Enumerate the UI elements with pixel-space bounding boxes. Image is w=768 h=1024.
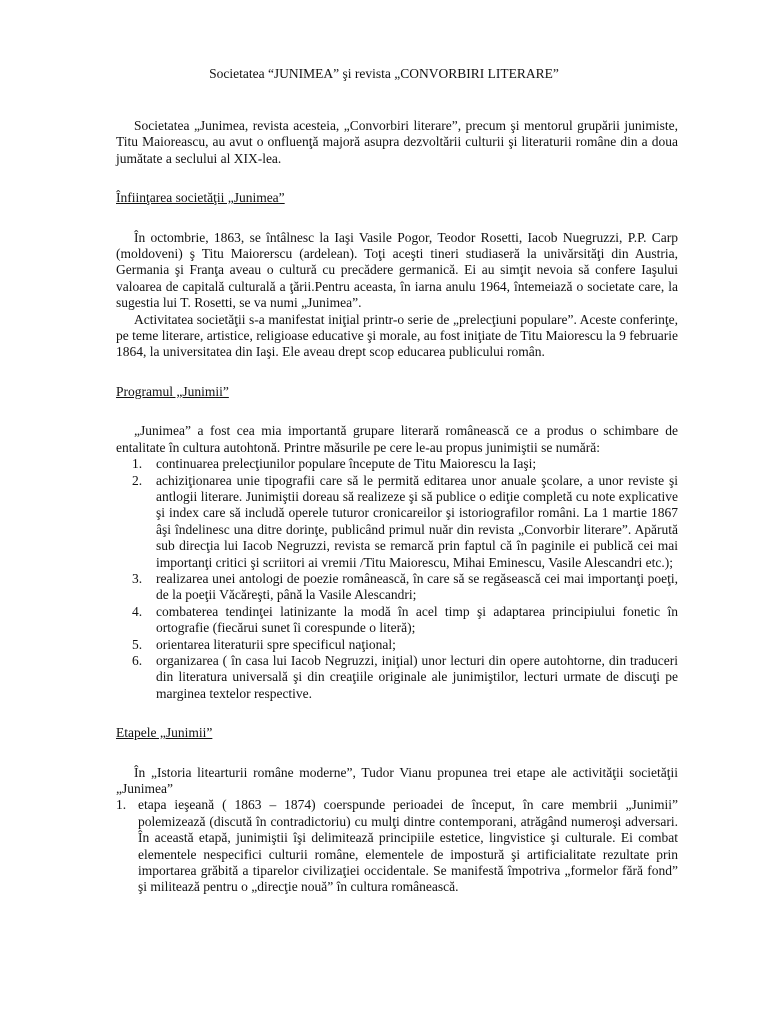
list-item: 6. organizarea ( în casa lui Iacob Negruzzi, iniţial) unor lecturi din opere autohtorne, din traduceri din literatura universală şi din creaţiile originale ale junimiştilor, lecturi urmate de discuţi pe marginea textelor respective. <box>132 652 678 701</box>
section-heading-stages: Etapele „Junimii” <box>116 725 213 741</box>
list-item: 4. combaterea tendinţei latinizante la modă în acel timp şi adaptarea principiului fonetic în ortografie (fiecărui sunet îi corespunde o literă); <box>132 603 678 636</box>
program-paragraph: „Junimea” a fost cea mia importantă grupare literară românească ce a produs o schimbare de entalitate în cultura autohtonă. Printre măsurile pe cere le-au propus junimiştii se numără: <box>116 423 678 455</box>
list-item: 5. orientarea literaturii spre specificul naţional; <box>132 636 396 652</box>
founding-paragraph-1: În octombrie, 1863, se întâlnesc la Iaşi Vasile Pogor, Teodor Rosetti, Iacob Nuegruzzi, P.P. Carp (moldoveni) ş Titu Maiorerscu (ardelean). Toţi aceşti tineri studiaseră la univărsităţi din Austria, Germania şi Franţa aveau o cultură cu precădere germanică. Ei au simţit nevoia să confere Iaşului valoarea de capitală culturală a ţării.Pentru aceasta, în iarna anulu 1964, întemeiază o societate care, la sugestia lui T. Rosetti, se va numi „Junimea”. <box>116 229 678 311</box>
stages-list <box>116 797 678 895</box>
list-item: 2. achiziţionarea unie tipografii care să le permită editarea unor anuale şcolare, a unor reviste şi antlogii literare. Junimiştii doreau să realizeze şi să publice o ediţie completă cu note explicative şi index care să includă operele tuturor cronicareilor şi istoriografilor români. La 1 martie 1867 âşi îndelinesc una ditre dorinţe, publicând primul nuăr din revista „Convorbir literare”. Apărută sub direcţia lui Iacob Negruzzi, revista se remarcă prin faptul că în paginile ei publică cei mai importanţi critici şi scriitori ai vremii /Titu Maiorescu, Mihai Eminescu, Vasile Alescandri etc.); <box>132 472 678 570</box>
list-item: 3. realizarea unei antologi de poezie românească, în care să se regăsească cei mai importanţi poeţi, de la poeţii Văcăreşti, până la Vasile Alescandri; <box>132 570 678 603</box>
section-heading-program: Programul „Junimii” <box>116 383 229 399</box>
document-body <box>116 118 678 896</box>
list-item: 1. continuarea prelecţiunilor populare începute de Titu Maiorescu la Iaşi; <box>132 456 537 472</box>
program-list <box>116 456 678 702</box>
document-title: Societatea “JUNIMEA” şi revista „CONVORBIRI LITERARE” <box>209 66 559 81</box>
founding-paragraph-2: Activitatea societăţii s-a manifestat iniţial printr-o serie de „prelecţiuni populare”. Aceste conferinţe, pe teme literare, artistice, religioase educative şi morale, au fost iniţiate de Titu Maiorescu la 9 februarie 1864, la universitatea din Iaşi. Ele aveau drept scop educarea publicului român. <box>116 311 678 360</box>
stages-paragraph: În „Istoria litearturii române moderne”, Tudor Vianu propunea trei etape ale activităţii societăţii „Junimea” <box>116 764 678 796</box>
section-heading-founding: Înfiinţarea societăţii „Junimea” <box>116 190 285 206</box>
list-item: 1. etapa ieşeană ( 1863 – 1874) coerspunde perioadei de început, în care membrii „Junimii” polemizează (discută în contradictoriu) cu mulţi dintre contemporani, atrăgând numeroşi adversari. În această etapă, junimiştii îşi delimitează principiile estetice, lingvistice şi culturale. Ei combat elementele nespecifici culturii române, elementele de impostură şi artificialitate rezultate prin importarea grăbită a tiparelor civilizaţiei occidentale. Se manifestă împotriva „formelor fără fond” şi militează pentru o „direcţie nouă” în cultura românească. <box>116 797 678 895</box>
intro-paragraph: Societatea „Junimea, revista acesteia, „Convorbiri literare”, precum şi mentorul grupării junimiste, Titu Maioreascu, au avut o onfluenţă majoră asupra dezvoltării culturii şi literaturii române din a doua jumătate a seclului al XIX-lea. <box>116 118 678 166</box>
